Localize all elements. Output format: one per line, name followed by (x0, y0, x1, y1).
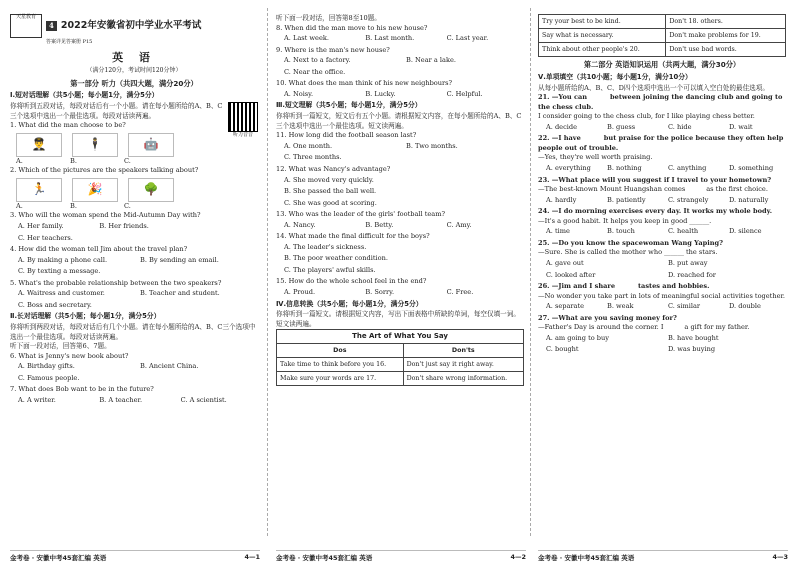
option: A. Nancy. (284, 220, 316, 229)
section-2-hint-2: 听下面一段对话，回答第8至10题。 (276, 14, 381, 22)
info-table-continued (538, 14, 786, 57)
businessman-icon: 🕴 (72, 133, 118, 157)
option: B. touch (607, 227, 635, 236)
option: B. weak (607, 302, 634, 311)
option: C. Her teachers. (18, 233, 73, 242)
option: A. One month. (284, 141, 333, 150)
q27-options (546, 334, 786, 344)
exam-title: 2022年安徽省初中学业水平考试 (60, 20, 202, 32)
option: B. have bought (668, 333, 719, 342)
question-23: 23. —What place will you suggest if I travel to your hometown? (538, 175, 772, 184)
robot-icon: 🤖 (128, 133, 174, 157)
table-caption: The Art of What You Say (276, 329, 524, 342)
section-1-intro: 你将听到五段对话，每段对话后有一个小题。请在每小题所给的A、B、C三个选项中选出一个最佳选项。每段对话读两遍。 (10, 102, 223, 120)
table-header: Dos (277, 343, 404, 357)
option-label: C. (124, 156, 131, 165)
option: A. Birthday gifts. (18, 362, 75, 371)
footer-title: 金考卷 · 安徽中考45套汇编 英语 (276, 554, 373, 562)
question-22: 22. —I have but praise for the police because they often help people out of trouble. (538, 134, 786, 152)
question-12: 12. What was Nancy's advantage? (276, 164, 391, 173)
question-24: 24. —I do morning exercises every day. It works my whole body. (538, 207, 772, 216)
option: A. decide (546, 122, 578, 131)
question-3: 3. Who will the woman spend the Mid-Autumn Day with? (10, 211, 201, 220)
part2-title: 第二部分 英语知识运用（共两大题，满分30分） (583, 60, 741, 70)
option: C. Free. (446, 287, 474, 296)
running-icon: 🏃 (16, 178, 62, 202)
footer-title: 金考卷 · 安徽中考45套汇编 英语 (10, 554, 107, 562)
section-3-intro: 你将听到一篇短文，短文后有五个小题。请根据短文内容，在每小题所给的A、B、C三个选项中选出一个最佳选项。短文读两遍。 (276, 112, 522, 130)
question-11: 11. How long did the football season last? (276, 131, 417, 140)
option: C. Helpful. (446, 89, 483, 98)
option: B. By sending an email. (140, 255, 219, 264)
q26-options (546, 302, 786, 312)
q13-options (284, 221, 524, 231)
table-header: Don'ts (403, 343, 523, 357)
tree-icon: 🌳 (128, 178, 174, 202)
page-number: 4—1 (244, 553, 260, 561)
question-6: 6. What is Jenny's new book about? (10, 351, 129, 360)
option: A. The leader's sickness. (284, 242, 367, 251)
q12-opt-b (284, 187, 524, 197)
option: C. A scientist. (180, 396, 227, 405)
option: B. Near a lake. (406, 56, 456, 65)
option: B. put away (668, 258, 708, 267)
section-2-hint: 听下面一段对话，回答第6、7题。 (10, 342, 111, 351)
option: A. hardly (546, 195, 577, 204)
question-9: 9. Where is the man's new house? (276, 45, 390, 54)
option: A. Proud. (284, 287, 316, 296)
question-21: 21. —You can between joining the dancing club and going to the chess club. (538, 93, 785, 111)
dos-cell[interactable]: Make sure your words are 17. (277, 371, 404, 385)
q8-options (284, 34, 524, 44)
option: A. gave out (546, 258, 584, 267)
option: C. similar (668, 302, 701, 311)
page-footer (276, 550, 526, 562)
option: D. silence (729, 227, 762, 236)
option: C. Boss and secretary. (18, 300, 92, 309)
q27-options-2 (546, 345, 786, 355)
option: B. patiently (607, 195, 646, 204)
q3-options-2 (18, 234, 258, 244)
dos-cell[interactable]: Take time to think before you 16. (277, 357, 404, 371)
option-label: B. (70, 156, 77, 165)
section-2-intro: 你将听到两段对话，每段对话后有几个小题。请在每小题所给的A、B、C三个选项中选出一个最佳选项。每段对话读两遍。 (10, 323, 256, 341)
q6-options (18, 362, 258, 372)
donts-cell: Don't share wrong information. (403, 371, 523, 385)
table-row (539, 15, 786, 29)
option: B. She passed the ball well. (284, 187, 377, 196)
option: D. wait (729, 122, 753, 131)
option: C. Near the office. (284, 67, 346, 76)
option: A. Last week. (284, 34, 329, 43)
option: C. looked after (546, 270, 596, 279)
donts-cell[interactable]: Don't 18. others. (666, 15, 786, 29)
column-2 (276, 14, 524, 386)
question-13: 13. Who was the leader of the girls' football team? (276, 210, 445, 219)
option: A. time (546, 227, 570, 236)
option: D. was buying (668, 345, 716, 354)
option: D. something (729, 164, 774, 173)
q7-options (18, 396, 258, 406)
option: A. A writer. (18, 396, 56, 405)
question-22-line2: —Yes, they're well worth praising. (538, 153, 653, 162)
q5-options-2 (18, 301, 258, 311)
publisher-logo: 天星教育 (10, 14, 42, 38)
column-divider (530, 8, 531, 536)
option: A. By making a phone call. (18, 255, 108, 264)
option: B. nothing (607, 164, 642, 173)
q2-labels (16, 202, 258, 212)
option: C. bought (546, 345, 579, 354)
section-3-title: Ⅲ.短文理解（共5小题；每小题1分，满分5分） (276, 101, 422, 110)
option: A. Waitress and customer. (18, 289, 105, 298)
qr-code[interactable] (228, 102, 258, 139)
question-1: 1. What did the man choose to be? (10, 121, 126, 130)
score-line: （满分120分，考试时间120分钟） (86, 67, 182, 75)
question-10: 10. What does the man think of his new neighbours? (276, 79, 453, 88)
q25-options-2 (546, 271, 786, 281)
info-table (276, 343, 524, 386)
option: C. anything (668, 164, 707, 173)
option: A. Her family. (18, 221, 64, 230)
dos-cell: Say what is necessary. (539, 29, 666, 43)
donts-cell: Don't just say it right away. (403, 357, 523, 371)
question-23-line2: —The best-known Mount Huangshan comes as the first choice. (538, 185, 768, 194)
option-label: B. (70, 201, 77, 210)
question-25-line2: —Sure. She is called the mother who ______ the stars. (538, 248, 718, 257)
column-3 (538, 14, 786, 357)
question-5: 5. What's the probable relationship between the two speakers? (10, 278, 222, 287)
question-27: 27. —What are you saving money for? (538, 313, 677, 322)
option: C. strangely (668, 195, 709, 204)
q12-opt-c (284, 199, 524, 209)
option: B. Lucky. (365, 89, 396, 98)
donts-cell[interactable]: Don't make problems for 19. (666, 29, 786, 43)
question-27-line2: —Father's Day is around the corner. I a gift for my father. (538, 323, 750, 332)
answer-ref: 答案详见答案册 P15 (46, 39, 93, 45)
question-14: 14. What made the final difficult for the boys? (276, 232, 430, 241)
option: C. The players' awful skills. (284, 265, 376, 274)
q22-options (546, 164, 786, 174)
subject-title: 英 语 (112, 51, 156, 65)
column-divider (267, 8, 268, 536)
dos-cell[interactable]: Think about other people's 20. (539, 43, 666, 57)
question-25: 25. —Do you know the spacewoman Wang Yaping? (538, 238, 724, 247)
table-row (277, 371, 524, 385)
question-15: 15. How do the whole school feel in the end? (276, 277, 427, 286)
q4-options (18, 256, 258, 266)
exam-header (10, 14, 258, 38)
paper-number-badge: 4 (46, 21, 57, 31)
dos-cell: Try your best to be kind. (539, 15, 666, 29)
option: A. She moved very quickly. (284, 175, 374, 184)
question-26-line2: —No wonder you take part in lots of meaningful social activities together. (538, 291, 786, 300)
option: C. health (668, 227, 699, 236)
q21-options (546, 123, 786, 133)
q10-options (284, 90, 524, 100)
section-4-title: Ⅳ.信息转换（共5小题；每小题1分，满分5分） (276, 299, 423, 308)
option: B. Sorry. (365, 287, 395, 296)
qr-label: 听力音音 (232, 132, 253, 139)
q24-options (546, 227, 786, 237)
option: D. naturally (729, 195, 769, 204)
q23-options (546, 196, 786, 206)
q15-options (284, 288, 524, 298)
option: D. reached for (668, 270, 716, 279)
option: A. am going to buy (546, 333, 610, 342)
question-24-line2: —It's a good habit. It helps you keep in good ______. (538, 216, 712, 225)
q9-options-2 (284, 68, 524, 78)
party-icon: 🎉 (72, 178, 118, 202)
section-5-intro: 从每小题所给的A、B、C、D四个选项中选出一个可以填入空白处的最佳选项。 (538, 83, 769, 92)
option: C. Three months. (284, 153, 342, 162)
option: C. By texting a message. (18, 267, 101, 276)
q3-options (18, 222, 258, 232)
q6-options-2 (18, 374, 258, 384)
q9-options (284, 56, 524, 66)
page-footer (538, 550, 788, 562)
option: B. Teacher and student. (140, 289, 220, 298)
option: C. Amy. (446, 220, 472, 229)
table-row (277, 357, 524, 371)
table-row (539, 43, 786, 57)
q1-labels (16, 157, 258, 167)
option-label: A. (16, 156, 23, 165)
option: B. Betty. (365, 220, 394, 229)
section-5-title: Ⅴ.单项填空（共10小题；每小题1分，满分10分） (538, 72, 692, 81)
qr-code-icon (228, 102, 258, 132)
section-1-title: Ⅰ.短对话理解（共5小题；每小题1分，满分5分） (10, 91, 159, 100)
q1-pictures (16, 133, 224, 157)
option: B. A teacher. (99, 396, 143, 405)
option: C. Famous people. (18, 373, 80, 382)
question-7: 7. What does Bob want to be in the future? (10, 385, 154, 394)
question-2: 2. Which of the pictures are the speakers talking about? (10, 166, 199, 175)
question-26: 26. —Jim and I share tastes and hobbies. (538, 282, 710, 291)
page-footer (10, 550, 260, 562)
option: B. Her friends. (99, 221, 149, 230)
option: B. The poor weather condition. (284, 254, 388, 263)
option: A. separate (546, 302, 585, 311)
option: B. Ancient China. (140, 362, 199, 371)
option: A. everything (546, 164, 591, 173)
q4-options-2 (18, 267, 258, 277)
q25-options (546, 259, 786, 269)
table-row (539, 29, 786, 43)
option: C. Last year. (446, 34, 489, 43)
q14-opt-a (284, 243, 524, 253)
q12-opt-a (284, 176, 524, 186)
option: B. guess (607, 122, 636, 131)
question-4: 4. How did the woman tell Jim about the travel plan? (10, 245, 188, 254)
option: C. hide (668, 122, 692, 131)
option: B. Last month. (365, 34, 415, 43)
q5-options (18, 289, 258, 299)
section-2-title: Ⅱ.长对话理解（共5小题；每小题1分，满分5分） (10, 312, 161, 321)
column-1 (10, 14, 258, 408)
pilot-icon: 👨‍✈️ (16, 133, 62, 157)
question-8: 8. When did the man move to his new house? (276, 23, 428, 32)
option: A. Noisy. (284, 89, 314, 98)
q11-options (284, 142, 524, 152)
q11-options-2 (284, 153, 524, 163)
option: C. She was good at scoring. (284, 198, 377, 207)
option-label: C. (124, 201, 131, 210)
option: D. double (729, 302, 761, 311)
option-label: A. (16, 201, 23, 210)
q14-opt-b (284, 254, 524, 264)
page-number: 4—3 (772, 553, 788, 561)
page-number: 4—2 (510, 553, 526, 561)
q2-pictures (16, 178, 258, 202)
question-21-line2: I consider going to the chess club, for I like playing chess better. (538, 112, 755, 121)
footer-title: 金考卷 · 安徽中考45套汇编 英语 (538, 554, 635, 562)
option (181, 222, 258, 232)
donts-cell: Don't use bad words. (666, 43, 786, 57)
option: B. Two months. (406, 141, 458, 150)
option: A. Next to a factory. (284, 56, 351, 65)
q14-opt-c (284, 266, 524, 276)
section-4-intro: 你将听到一篇短文。请根据短文内容，写出下面表格中所缺的单词，每空仅填一词。短文读两遍。 (276, 310, 520, 328)
part1-title: 第一部分 听力（共四大题，满分20分） (70, 78, 198, 88)
